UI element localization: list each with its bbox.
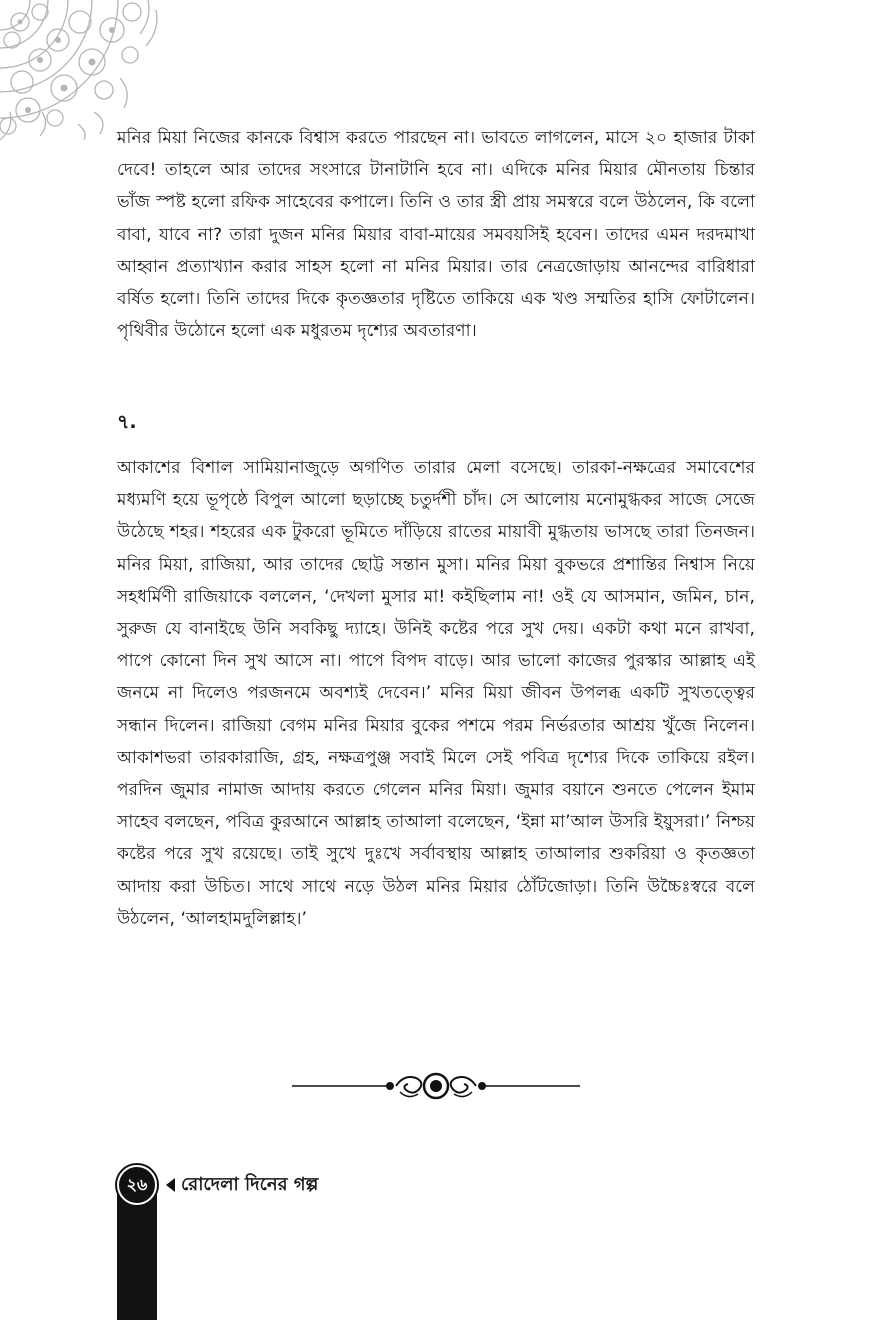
mandala-ornament-icon [0, 0, 165, 140]
section-number: ৭. [117, 411, 137, 433]
flourish-divider-icon [292, 1066, 580, 1106]
paragraph-second: আকাশের বিশাল সামিয়ানাজুড়ে অগণিত তারার মেলা বসেছে। তারকা-নক্ষত্রের সমাবেশের মধ্যমণি হয়ে ভূপৃষ্ঠে বিপুল আলো ছড়াচ্ছে চতুর্দশী চাঁদ। সে আলোয় মনোমুগ্ধকর সাজে সেজে উঠেছে শহর। শহরের এক টুকরো ভূমিতে দাঁড়িয়ে রাতের মায়াবী মুগ্ধতায় ভাসছে তারা তিনজন। মনির মিয়া, রাজিয়া, আর তাদের ছোট্ট সন্তান মুসা। মনির মিয়া বুকভরে প্রশান্তির নিশ্বাস নিয়ে সহধর্মিণী রাজিয়াকে বললেন, ‘দেখলা মুসার মা! কইছিলাম না! ওই যে আসমান, জমিন, চান, সুরুজ যে বানাইছে উনি সবকিছু দ্যাহে। উনিই কষ্টের পরে সুখ দেয়। একটা কথা মনে রাখবা, পাপে কোনো দিন সুখ আসে না। পাপে বিপদ বাড়ে। আর ভালো কাজের পুরস্কার আল্লাহ এই জনমে না দিলেও পরজনমে অবশ্যই দেবেন।’ মনির মিয়া জীবন উপলব্ধ একটি সুখতত্ত্বের সন্ধান দিলেন। রাজিয়া বেগম মনির মিয়ার বুকের পশমে পরম নির্ভরতার আশ্রয় খুঁজে নিলেন। আকাশভরা তারকারাজি, গ্রহ, নক্ষত্রপুঞ্জ সবাই মিলে সেই পবিত্র দৃশ্যের দিকে তাকিয়ে রইল। পরদিন জুমার নামাজ আদায় করতে গেলেন মনির মিয়া। জুমার বয়ানে শুনতে পেলেন ইমাম সাহেব বলছেন, পবিত্র কুরআনে আল্লাহ তাআলা বলেছেন, ‘ইন্না মা’আল উসরি ইয়ুসরা।’ নিশ্চয় কষ্টের পরে সুখ রয়েছে। তাই সুখে দুঃখে সর্বাবস্থায় আল্লাহ তাআলার শুকরিয়া ও কৃতজ্ঞতা আদায় করা উচিত। সাথে সাথে নড়ে উঠল মনির মিয়ার ঠোঁটজোড়া। তিনি উচ্চৈঃস্বরে বলে উঠলেন, ‘আলহামদুলিল্লাহ।’ [117, 458, 755, 929]
page-number: ২৬ [117, 1165, 157, 1205]
paragraph-first: মনির মিয়া নিজের কানকে বিশ্বাস করতে পারছেন না। ভাবতে লাগলেন, মাসে ২০ হাজার টাকা দেবে! তাহলে আর তাদের সংসারে টানাটানি হবে না। এদিকে মনির মিয়ার মৌনতায় চিন্তার ভাঁজ স্পষ্ট হলো রফিক সাহেবের কপালে। তিনি ও তার স্ত্রী প্রায় সমস্বরে বলে উঠলেন, কি বলো বাবা, যাবে না? তারা দুজন মনির মিয়ার বাবা-মায়ের সমবয়সিই হবেন। তাদের এমন দরদমাখা আহ্বান প্রত্যাখ্যান করার সাহস হলো না মনির মিয়ার। তার নেত্রজোড়ায় আনন্দের বারিধারা বর্ষিত হলো। তিনি তাদের দিকে কৃতজ্ঞতার দৃষ্টিতে তাকিয়ে এক খণ্ড সম্মতির হাসি ফোটালেন। পৃথিবীর উঠোনে হলো এক মধুরতম দৃশ্যের অবতারণা। [117, 128, 755, 342]
book-title: রোদেলা দিনের গল্প [181, 1174, 319, 1195]
left-arrow-icon [166, 1178, 175, 1192]
